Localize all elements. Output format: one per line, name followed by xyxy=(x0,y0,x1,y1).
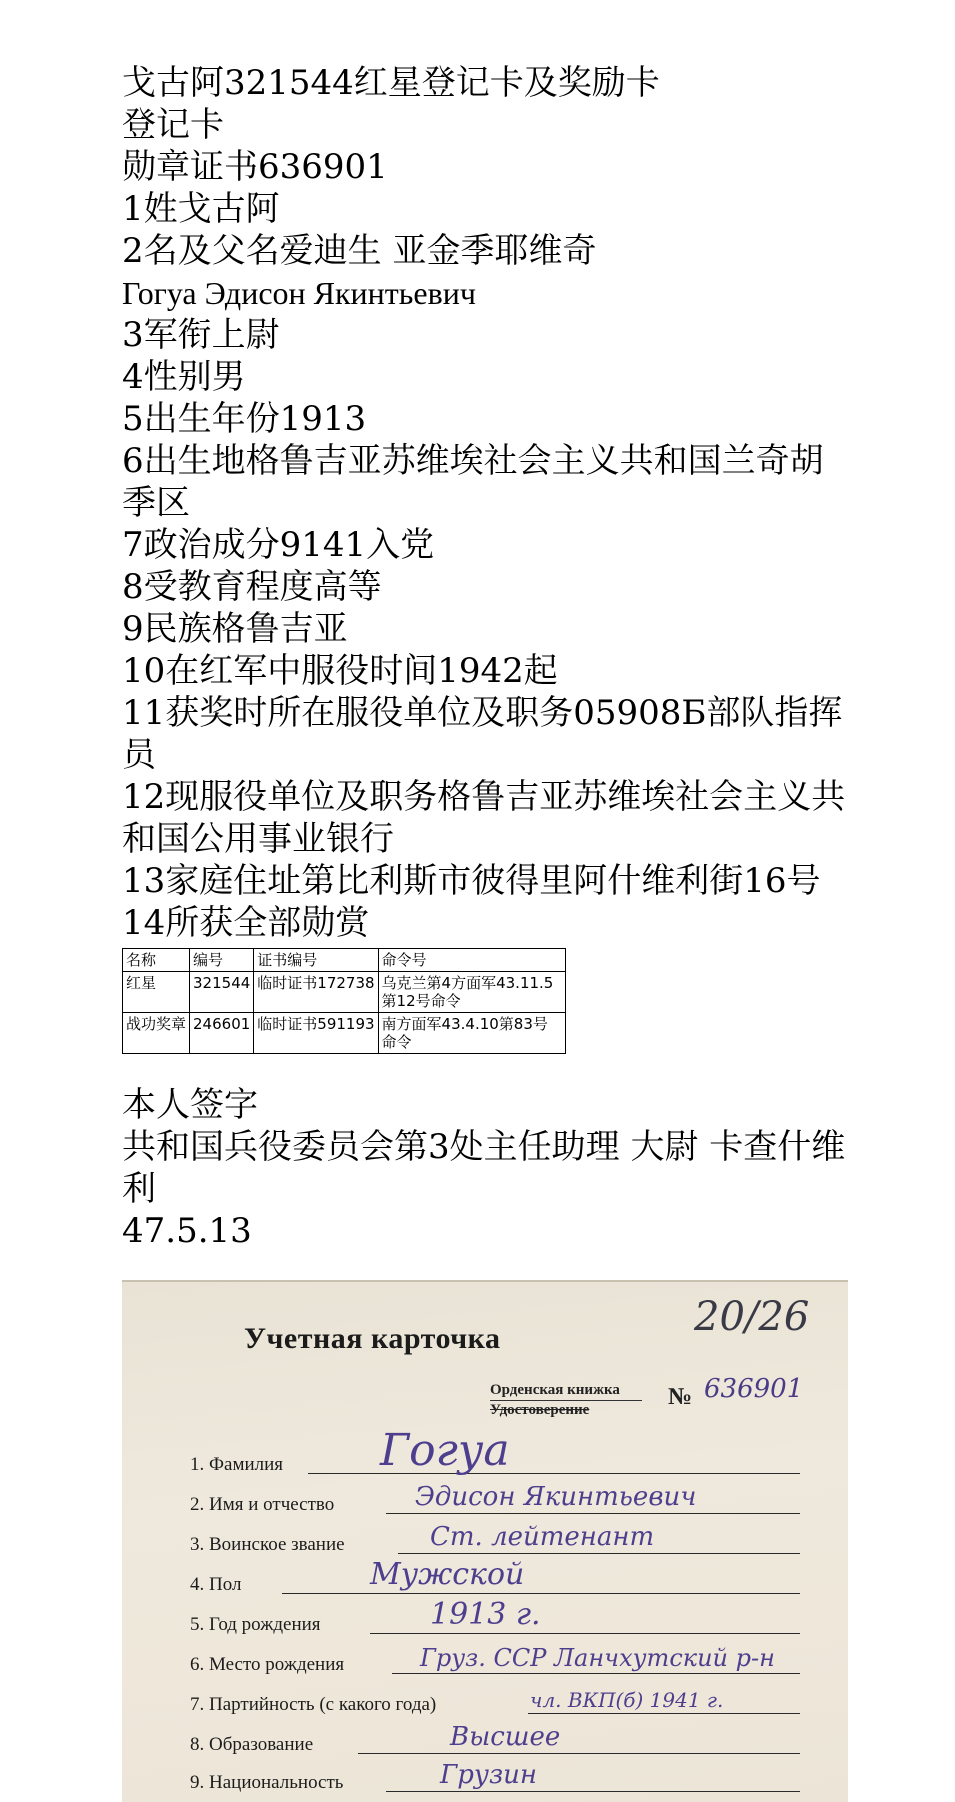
table-cell: 乌克兰第4方面军43.11.5第12号命令 xyxy=(378,972,565,1013)
number-sign: № xyxy=(668,1384,693,1410)
table-cell: 临时证书591193 xyxy=(254,1013,378,1054)
handwritten-value: Гогуа xyxy=(380,1425,510,1476)
field-surname: 1姓戈古阿 xyxy=(122,189,280,229)
field-label: 3. Воинское звание xyxy=(190,1534,345,1555)
corner-note: 20/26 xyxy=(694,1294,810,1340)
card-type: 登记卡 xyxy=(122,105,224,145)
field-label: 6. Место рождения xyxy=(190,1654,345,1675)
table-cell: 南方面军43.4.10第83号命令 xyxy=(378,1013,565,1054)
field-name: 2名及父名爱迪生 亚金季耶维奇 xyxy=(122,231,597,271)
column-header: 命令号 xyxy=(378,949,565,972)
underline xyxy=(358,1753,800,1754)
table-cell: 战功奖章 xyxy=(123,1013,190,1054)
field-rank: 3军衔上尉 xyxy=(122,315,280,355)
field-label: 1. Фамилия xyxy=(190,1454,284,1475)
table-row xyxy=(123,972,566,1013)
scan-field-nationality xyxy=(190,1760,800,1798)
field-label: 9. Национальность xyxy=(190,1772,344,1793)
scan-field-party xyxy=(190,1682,800,1720)
table-cell: 321544 xyxy=(190,972,254,1013)
scan-field-birthplace xyxy=(190,1642,800,1680)
scanned-card xyxy=(122,1280,848,1802)
handwritten-value: чл. ВКП(б) 1941 г. xyxy=(530,1688,724,1712)
card-title: Учетная карточка xyxy=(244,1322,501,1355)
handwritten-value: Грузин xyxy=(440,1760,537,1790)
table-cell: 红星 xyxy=(123,972,190,1013)
certificate-label: Удостоверение xyxy=(490,1402,590,1418)
document-title: 戈古阿321544红星登记卡及奖励卡 xyxy=(122,63,660,103)
table-cell: 246601 xyxy=(190,1013,254,1054)
underline xyxy=(528,1713,800,1714)
book-number: 勋章证书636901 xyxy=(122,147,388,187)
handwritten-value: Мужской xyxy=(370,1557,525,1592)
underline xyxy=(386,1791,800,1792)
column-header: 名称 xyxy=(123,949,190,972)
underline xyxy=(398,1553,800,1554)
field-name-russian: Гогуа Эдисон Якинтьевич xyxy=(122,275,476,311)
field-sex: 4性别男 xyxy=(122,357,246,397)
field-label: 7. Партийность (с какого года) xyxy=(190,1694,437,1715)
column-header: 编号 xyxy=(190,949,254,972)
field-unit-at-award: 11获奖时所在服役单位及职务05908Б部队指挥员 xyxy=(122,693,843,775)
field-label: 8. Образование xyxy=(190,1734,314,1755)
signature-label: 本人签字 xyxy=(122,1085,258,1125)
field-service-start: 10在红军中服役时间1942起 xyxy=(122,651,558,691)
book-label: Орденская книжка xyxy=(490,1382,620,1398)
handwritten-value: Груз. ССР Ланчхутский р-н xyxy=(420,1644,775,1672)
field-nationality: 9民族格鲁吉亚 xyxy=(122,609,348,649)
field-label: 5. Год рождения xyxy=(190,1614,321,1635)
field-education: 8受教育程度高等 xyxy=(122,567,382,607)
underline xyxy=(370,1633,800,1634)
scan-field-name xyxy=(190,1482,800,1520)
field-address: 13家庭住址第比利斯市彼得里阿什维利街16号 xyxy=(122,861,821,901)
table-cell: 临时证书172738 xyxy=(254,972,378,1013)
handwritten-value: Эдисон Якинтьевич xyxy=(415,1482,697,1512)
underline xyxy=(386,1513,800,1514)
field-label: 4. Пол xyxy=(190,1574,242,1595)
awards-table xyxy=(122,948,566,1054)
handwritten-value: Высшее xyxy=(450,1722,561,1752)
transcript xyxy=(122,62,852,1252)
document-date: 47.5.13 xyxy=(122,1211,252,1251)
field-birth-year: 5出生年份1913 xyxy=(122,399,367,439)
divider xyxy=(490,1400,642,1401)
scan-field-education xyxy=(190,1722,800,1760)
table-header-row xyxy=(123,949,566,972)
number-value: 636901 xyxy=(704,1374,804,1404)
field-current-unit: 12现服役单位及职务格鲁吉亚苏维埃社会主义共和国公用事业银行 xyxy=(122,777,846,859)
official-signer: 共和国兵役委员会第3处主任助理 大尉 卡查什维利 xyxy=(122,1127,846,1209)
field-party: 7政治成分9141入党 xyxy=(122,525,435,565)
scan-field-rank xyxy=(190,1522,800,1560)
field-label: 2. Имя и отчество xyxy=(190,1494,335,1515)
underline xyxy=(282,1593,800,1594)
handwritten-value: 1913 г. xyxy=(430,1597,541,1632)
underline xyxy=(392,1673,800,1674)
table-row xyxy=(123,1013,566,1054)
handwritten-value: Ст. лейтенант xyxy=(430,1522,655,1552)
column-header: 证书编号 xyxy=(254,949,378,972)
scan-field-surname xyxy=(190,1425,800,1480)
field-birthplace: 6出生地格鲁吉亚苏维埃社会主义共和国兰奇胡季区 xyxy=(122,441,824,523)
scan-field-birth-year xyxy=(190,1597,800,1640)
field-awards: 14所获全部勋赏 xyxy=(122,903,370,943)
scan-field-sex xyxy=(190,1557,800,1600)
